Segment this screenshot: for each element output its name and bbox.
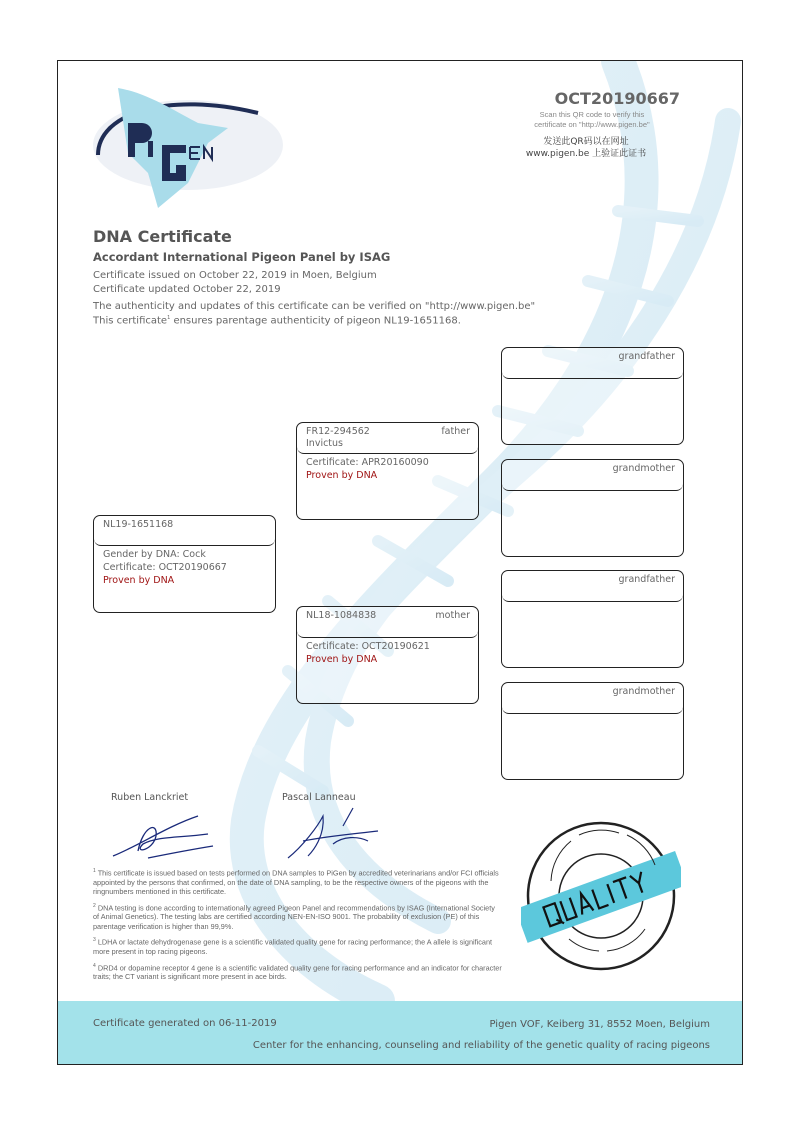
footnote-number: 1 [93, 868, 96, 874]
generated-date: Certificate generated on 06-11-2019 [93, 1018, 277, 1029]
relation-label: grandfather [618, 574, 675, 585]
ring-number: NL18-1084838 [306, 610, 377, 621]
ensures-prefix: This certificate [93, 315, 168, 327]
footnote-text: LDHA or lactate dehydrogenase gene is a scientific validated quality gene for racing performance; the A allele is significant more present in top racing pigeons. [93, 937, 493, 957]
signatory-2-name: Pascal Lanneau [282, 792, 356, 803]
company-tagline: Center for the enhancing, counseling and reliability of the genetic quality of racing pigeons [252, 1040, 710, 1051]
pigen-logo [88, 83, 288, 213]
scan-line-2: certificate on "http://www.pigen.be" [534, 120, 650, 129]
signatory-1-name: Ruben Lanckriet [111, 792, 189, 803]
chinese-line-2: www.pigen.be 上验证此证书 [525, 149, 647, 159]
company-address: Pigen VOF, Keiberg 31, 8552 Moen, Belgium [489, 1019, 710, 1030]
qr-scan-text-chinese [476, 136, 696, 160]
certificate-page [57, 60, 743, 1065]
maternal-grandfather-box [501, 570, 684, 668]
relation-label: grandmother [612, 686, 675, 697]
footnote-4 [93, 962, 503, 982]
footnote-2 [93, 902, 503, 932]
updated-text: Certificate updated October 22, 2019 [93, 284, 281, 295]
signature-1 [108, 806, 218, 861]
footnote-number: 3 [93, 937, 96, 944]
gender: Gender by DNA: Cock [103, 549, 206, 560]
issued-text: Certificate issued on October 22, 2019 in Moen, Belgium [93, 270, 377, 281]
relation-label: mother [435, 610, 470, 621]
proven-status: Proven by DNA [103, 575, 175, 586]
maternal-grandmother-box [501, 682, 684, 780]
father-box [296, 422, 479, 520]
pigeon-name: Invictus [306, 438, 344, 449]
footnote-text: DRD4 or dopamine receptor 4 gene is a scientific validated quality gene for racing performance and an indicator for character traits; the CT variant is significant more present in ace birds. [93, 962, 502, 982]
ensures-text [93, 315, 461, 326]
signature-2 [283, 806, 393, 861]
mother-box [296, 606, 479, 704]
footer-band [58, 1001, 743, 1065]
certificate-number: Certificate: OCT20190621 [306, 641, 430, 652]
quality-stamp [521, 811, 681, 981]
footnote-3 [93, 936, 503, 956]
ring-number: NL19-1651168 [103, 519, 174, 530]
footnote-text: DNA testing is done according to internationally agreed Pigeon Panel and recommendations by ISAG (International Society of Animal Genetics). The testing labs are certified according NEN-EN-ISO 9001. The probability of exclusion (PE) of this parentage verification is higher than 99,9%. [93, 903, 495, 931]
footnote-text: This certificate is issued based on tests performed on DNA samples to PiGen by accredited veterinarians and/or FCI officials appointed by the persons that confirmed, on the date of DNA sampling, to be the respective owners of the pigeons with the ringnumbers mentioned in this certificate. [93, 868, 499, 897]
footnote-number: 2 [93, 902, 96, 909]
verify-text: The authenticity and updates of this certificate can be verified on "http://www.pigen.be" [93, 301, 536, 312]
certificate-number: Certificate: APR20160090 [306, 457, 429, 468]
paternal-grandmother-box [501, 459, 684, 557]
qr-scan-text [482, 110, 702, 130]
certificate-number: OCT20190667 [554, 89, 680, 108]
paternal-grandfather-box [501, 347, 684, 445]
page-title: DNA Certificate [93, 227, 232, 246]
footnotes [93, 867, 503, 987]
footnote-ref: 1 [167, 315, 171, 321]
relation-label: father [441, 426, 470, 437]
footnote-1 [93, 867, 503, 897]
scan-line-1: Scan this QR code to verify this [539, 110, 645, 119]
ring-number: FR12-294562 [306, 426, 370, 437]
proven-status: Proven by DNA [306, 470, 378, 481]
footnote-number: 4 [93, 962, 96, 969]
proven-status: Proven by DNA [306, 654, 378, 665]
relation-label: grandfather [618, 351, 675, 362]
relation-label: grandmother [612, 463, 675, 474]
ensures-suffix: ensures parentage authenticity of pigeon NL19-1651168. [170, 315, 461, 327]
chinese-line-1: 发送此QR码以在网址 [543, 137, 629, 147]
certificate-number: Certificate: OCT20190667 [103, 562, 227, 573]
page-subtitle: Accordant International Pigeon Panel by ISAG [93, 250, 391, 264]
subject-pigeon-box [93, 515, 276, 613]
